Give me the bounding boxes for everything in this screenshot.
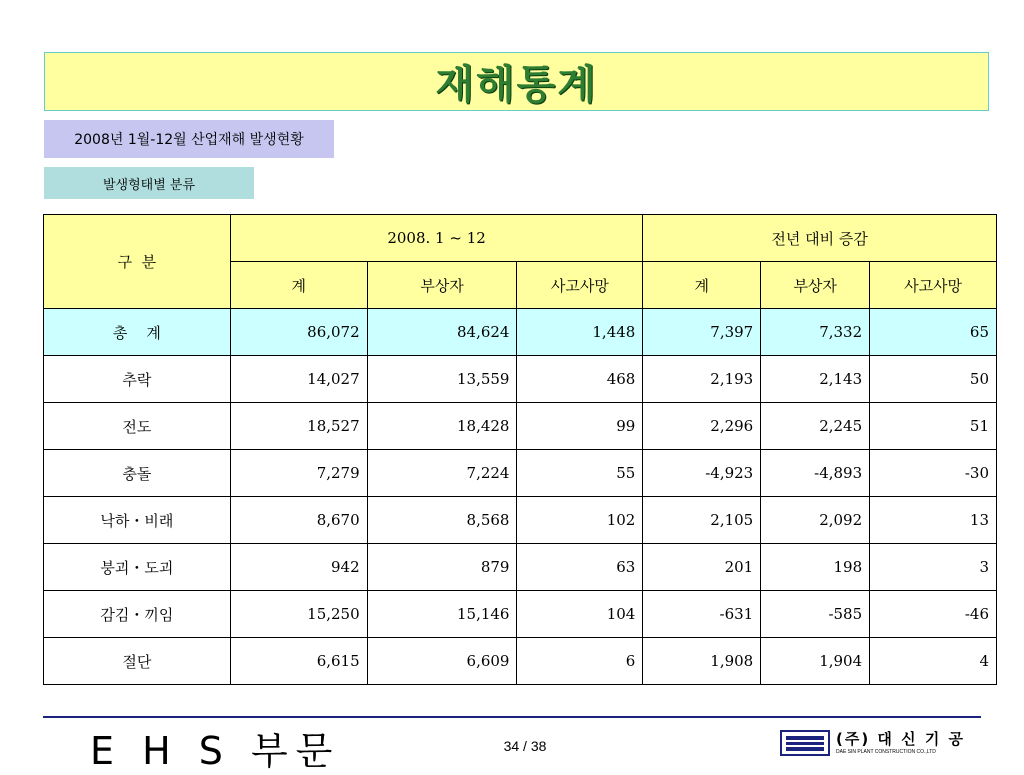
row-label: 추락 xyxy=(44,356,231,403)
table-cell: 15,146 xyxy=(367,591,517,638)
table-cell: 55 xyxy=(517,450,643,497)
table-cell: 99 xyxy=(517,403,643,450)
subheader-change-injured: 부상자 xyxy=(761,262,870,309)
table-cell: 51 xyxy=(870,403,997,450)
table-body xyxy=(44,309,997,685)
table-cell: 942 xyxy=(230,544,367,591)
table-cell: 1,908 xyxy=(643,638,761,685)
table-cell: -585 xyxy=(761,591,870,638)
table-cell: 2,105 xyxy=(643,497,761,544)
table-cell: 13,559 xyxy=(367,356,517,403)
row-label: 총 계 xyxy=(44,309,231,356)
row-label: 절단 xyxy=(44,638,231,685)
table-row xyxy=(44,356,997,403)
table-cell: 198 xyxy=(761,544,870,591)
company-logo xyxy=(780,728,990,758)
header-category: 구 분 xyxy=(44,215,231,309)
table-cell: -4,893 xyxy=(761,450,870,497)
table-cell: 2,143 xyxy=(761,356,870,403)
table-row xyxy=(44,403,997,450)
table-row xyxy=(44,497,997,544)
header-group-2008: 2008. 1 ~ 12 xyxy=(230,215,643,262)
row-label: 감김・끼임 xyxy=(44,591,231,638)
company-name: (주) 대 신 기 공 xyxy=(836,729,966,748)
table-cell: 8,670 xyxy=(230,497,367,544)
table-cell: 15,250 xyxy=(230,591,367,638)
table-row xyxy=(44,591,997,638)
subtitle: 2008년 1월-12월 산업재해 발생현황 xyxy=(44,120,334,158)
table-cell: 18,428 xyxy=(367,403,517,450)
table-cell: 2,245 xyxy=(761,403,870,450)
table-cell: -46 xyxy=(870,591,997,638)
table-cell: 86,072 xyxy=(230,309,367,356)
footer-divider xyxy=(43,716,981,718)
table-cell: -30 xyxy=(870,450,997,497)
table-cell: 13 xyxy=(870,497,997,544)
row-label: 충돌 xyxy=(44,450,231,497)
table-cell: 50 xyxy=(870,356,997,403)
table-cell: 201 xyxy=(643,544,761,591)
table-row xyxy=(44,309,997,356)
footer-department: E H S 부문 xyxy=(90,729,341,773)
table-cell: 102 xyxy=(517,497,643,544)
table-row xyxy=(44,638,997,685)
table-cell: 2,296 xyxy=(643,403,761,450)
table-cell: 7,279 xyxy=(230,450,367,497)
table-cell: 18,527 xyxy=(230,403,367,450)
table-row xyxy=(44,450,997,497)
table-cell: 2,092 xyxy=(761,497,870,544)
table-cell: 63 xyxy=(517,544,643,591)
page-number: 34 / 38 xyxy=(503,738,547,754)
table-cell: 879 xyxy=(367,544,517,591)
table-cell: 8,568 xyxy=(367,497,517,544)
table-cell: 2,193 xyxy=(643,356,761,403)
row-label: 붕괴・도괴 xyxy=(44,544,231,591)
title-bar xyxy=(44,52,989,111)
table-cell: -631 xyxy=(643,591,761,638)
table-cell: 4 xyxy=(870,638,997,685)
table-cell: 7,397 xyxy=(643,309,761,356)
table-cell: 6,615 xyxy=(230,638,367,685)
row-label: 낙하・비래 xyxy=(44,497,231,544)
subheader-total: 계 xyxy=(230,262,367,309)
category-label: 발생형태별 분류 xyxy=(44,167,254,199)
table-row xyxy=(44,544,997,591)
company-logo-icon xyxy=(780,730,830,756)
table-cell: 6,609 xyxy=(367,638,517,685)
table-cell: 6 xyxy=(517,638,643,685)
table-cell: 3 xyxy=(870,544,997,591)
table-cell: 468 xyxy=(517,356,643,403)
table-cell: 104 xyxy=(517,591,643,638)
header-group-change: 전년 대비 증감 xyxy=(643,215,997,262)
subheader-change-total: 계 xyxy=(643,262,761,309)
statistics-table xyxy=(43,214,997,685)
subheader-injured: 부상자 xyxy=(367,262,517,309)
table-cell: 14,027 xyxy=(230,356,367,403)
table-cell: 84,624 xyxy=(367,309,517,356)
subheader-deaths: 사고사망 xyxy=(517,262,643,309)
table-cell: 7,224 xyxy=(367,450,517,497)
page-title: 재해통계 xyxy=(435,62,598,108)
table-cell: 1,904 xyxy=(761,638,870,685)
table-cell: 65 xyxy=(870,309,997,356)
table-cell: 7,332 xyxy=(761,309,870,356)
company-subname: DAE SIN PLANT CONSTRUCTION CO.,LTD xyxy=(836,748,936,755)
table-cell: 1,448 xyxy=(517,309,643,356)
table-cell: -4,923 xyxy=(643,450,761,497)
row-label: 전도 xyxy=(44,403,231,450)
subheader-change-deaths: 사고사망 xyxy=(870,262,997,309)
